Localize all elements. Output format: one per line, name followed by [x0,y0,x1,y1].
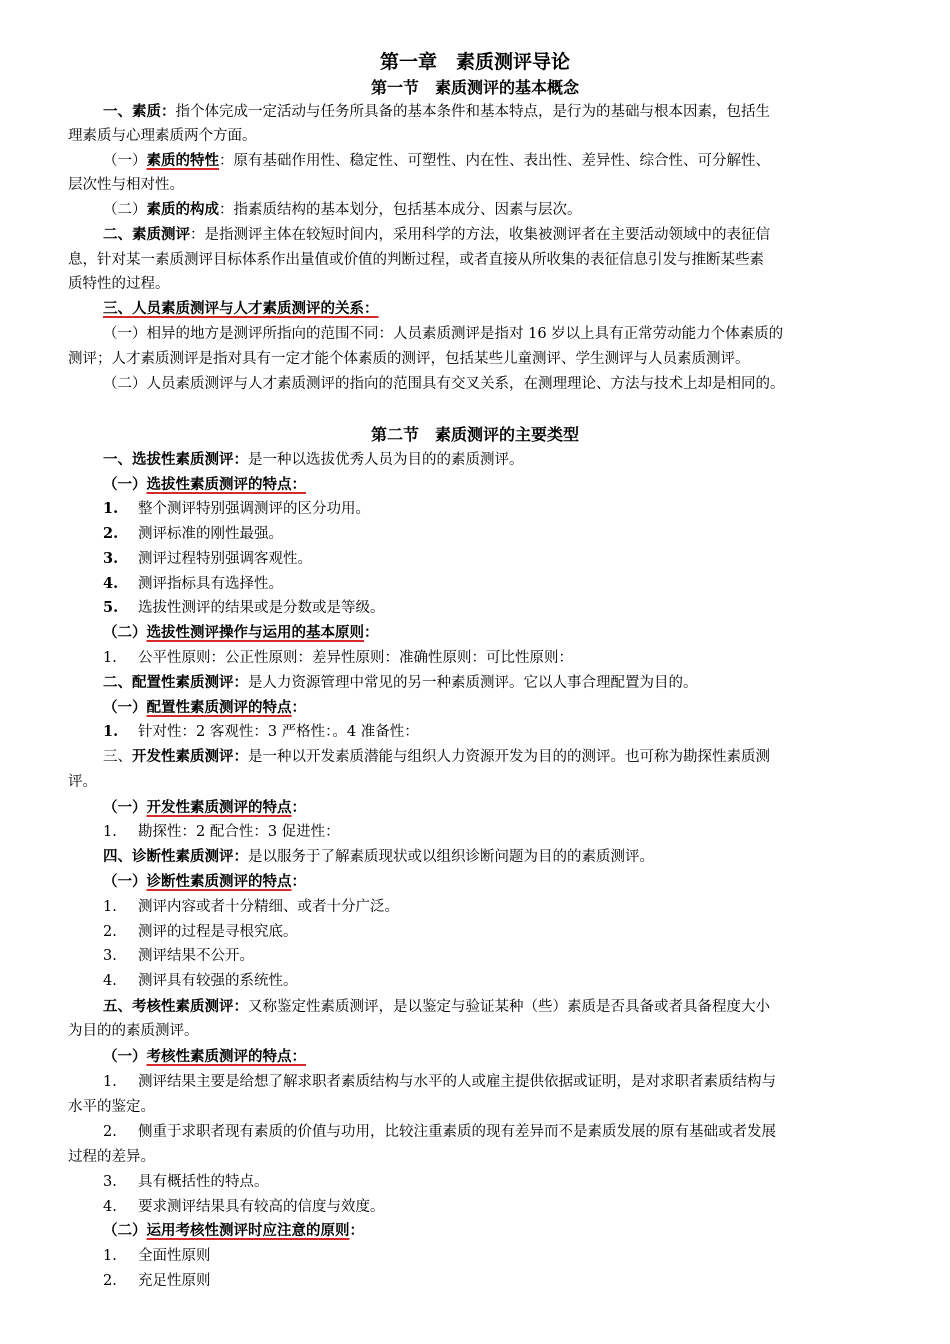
item-text: 具有概括性的特点。 [138,1174,269,1190]
paragraph-line [0,223,950,247]
list-prefix: （一） [103,699,147,716]
chapter-title: 第一章 素质测评导论 [379,51,570,73]
subheading-text: 考核性素质测评的特点： [146,1048,306,1065]
subheading-text: 三、人员素质测评与人才素质测评的关系： [103,300,379,317]
subheading-text: 选拔性素质测评的特点： [146,476,306,493]
paragraph-line [0,745,950,769]
term-label: 一、选拔性素质测评： [103,451,248,468]
item-number: 1. [103,1074,117,1090]
paragraph-line: 评。 [68,774,97,790]
paragraph-line [0,995,950,1019]
subheading-text: 开发性素质测评的特点 [146,799,292,816]
item-text: 整个测评特别强调测评的区分功用。 [138,501,370,517]
item-text: 测评具有较强的系统性。 [138,973,298,989]
list-item [0,547,950,571]
list-item [0,969,950,993]
term-label: 素质的特性 [146,152,219,169]
subheading-text: 选拔性测评操作与运用的基本原则 [146,624,364,641]
list-item [0,1070,950,1094]
paragraph-text: ：指素质结构的基本划分，包括基本成分、因素与层次。 [219,202,582,218]
list-item [0,572,950,596]
item-number: 1. [103,1248,117,1264]
paragraph-line [0,149,950,173]
paragraph-line [0,845,950,869]
item-text: 公平性原则：公正性原则：差异性原则：准确性原则：可比性原则： [138,650,573,666]
list-prefix: （一） [103,153,147,169]
list-item [0,1170,950,1194]
item-number: 2. [103,1273,117,1289]
subheading [0,1219,950,1243]
term-label: 二、素质测评 [103,226,190,243]
paragraph-line [0,198,950,222]
subheading [0,870,950,894]
item-number: 3. [103,948,117,964]
item-text: 勘探性：2 配合性：3 促进性： [138,824,340,840]
colon: ： [364,624,379,641]
item-number: 3. [103,1174,117,1190]
colon: ： [291,873,306,890]
item-continuation: 过程的差异。 [68,1149,155,1165]
list-item [0,1120,950,1144]
paragraph-line: 为目的的素质测评。 [68,1023,199,1039]
subheading [0,696,950,720]
item-text: 选拔性测评的结果或是分数或是等级。 [138,600,385,616]
item-text: 充足性原则 [138,1273,211,1289]
paragraph-line [0,448,950,472]
colon: ： [291,799,306,816]
item-text: 测评指标具有选择性。 [138,576,283,592]
term-label: 开发性素质测评： [132,748,248,765]
item-number: 3. [103,550,119,567]
item-number: 1. [103,899,117,915]
list-prefix: 三、 [103,749,132,765]
list-item [0,596,950,620]
list-prefix: （二） [103,202,147,218]
item-number: 2. [103,924,117,940]
colon: ： [349,1222,364,1239]
list-item [0,497,950,521]
paragraph-line: 质特性的过程。 [68,276,170,292]
paragraph-text: 指个体完成一定活动与任务所具备的基本条件和基本特点，是行为的基础与根本因素，包括生 [175,104,770,120]
term-label: 五、考核性素质测评： [103,998,248,1015]
paragraph-text: 是一种以选拔优秀人员为目的的素质测评。 [248,452,524,468]
subheading [0,621,950,645]
list-prefix: （一） [103,873,147,890]
item-text: 测评过程特别强调客观性。 [138,551,312,567]
paragraph-line: （二）人员素质测评与人才素质测评的指向的范围具有交叉关系，在测理理论、方法与技术上却是相同的。 [103,376,785,392]
item-number: 2. [103,525,119,542]
item-number: 1. [103,723,119,740]
item-number: 5. [103,599,119,616]
paragraph-line: 测评；人才素质测评是指对具有一定才能个体素质的测评，包括某些儿童测评、学生测评与人员素质测评。 [68,351,750,367]
list-prefix: （一） [103,799,147,816]
list-item [0,1244,950,1268]
paragraph-line: （一）相异的地方是测评所指向的范围不同：人员素质测评是指对 16 岁以上具有正常劳动能力个体素质的 [103,326,784,342]
colon: ： [291,699,306,716]
item-text: 侧重于求职者现有素质的价值与功用，比较注重素质的现有差异而不是素质发展的原有基础或者发展 [138,1124,776,1140]
item-text: 测评结果主要是给想了解求职者素质结构与水平的人或雇主提供依据或证明，是对求职者素质结构与 [138,1074,776,1090]
paragraph-line [0,100,950,124]
term-label: 一、素质： [103,103,176,120]
subheading [0,796,950,820]
list-item [0,1195,950,1219]
term-label: 二、配置性素质测评： [103,674,248,691]
item-text: 测评标准的刚性最强。 [138,526,283,542]
subheading-text: 配置性素质测评的特点 [146,699,292,716]
subheading [0,1045,950,1069]
list-item [0,895,950,919]
paragraph-line: 理素质与心理素质两个方面。 [68,128,257,144]
list-item [0,720,950,744]
paragraph-text: 是人力资源管理中常见的另一种素质测评。它以人事合理配置为目的。 [248,675,698,691]
list-item [0,1269,950,1293]
paragraph-text: 是一种以开发素质潜能与组织人力资源开发为目的的测评。也可称为勘探性素质测 [248,749,770,765]
term-label: 素质的构成 [146,201,219,218]
subheading-text: 运用考核性测评时应注意的原则 [146,1222,350,1239]
item-text: 测评的过程是寻根究底。 [138,924,298,940]
paragraph-line: 层次性与相对性。 [68,177,184,193]
list-item [0,944,950,968]
paragraph-line: 息，针对某一素质测评目标体系作出量值或价值的判断过程，或者直接从所收集的表征信息引发与推断某些素 [68,252,764,268]
paragraph-line [0,671,950,695]
list-item [0,820,950,844]
item-text: 测评内容或者十分精细、或者十分广泛。 [138,899,399,915]
item-number: 4. [103,1199,117,1215]
term-label: 四、诊断性素质测评： [103,848,248,865]
item-text: 全面性原则 [138,1248,211,1264]
item-number: 4. [103,575,119,592]
list-prefix: （一） [103,476,147,493]
paragraph-text: 是以服务于了解素质现状或以组织诊断问题为目的的素质测评。 [248,849,654,865]
item-number: 1. [103,500,119,517]
list-prefix: （一） [103,1048,147,1065]
list-item [0,920,950,944]
section-2-title: 第二节 素质测评的主要类型 [370,425,579,444]
list-item [0,646,950,670]
subheading [0,297,950,321]
paragraph-text: ：是指测评主体在较短时间内，采用科学的方法，收集被测评者在主要活动领域中的表征信 [190,227,770,243]
subheading-text: 诊断性素质测评的特点 [146,873,292,890]
paragraph-text: ：原有基础作用性、稳定性、可塑性、内在性、表出性、差异性、综合性、可分解性、 [219,153,770,169]
item-number: 4. [103,973,117,989]
item-text: 要求测评结果具有较高的信度与效度。 [138,1199,385,1215]
list-prefix: （二） [103,1222,147,1239]
item-number: 2. [103,1124,117,1140]
list-prefix: （二） [103,624,147,641]
item-text: 测评结果不公开。 [138,948,254,964]
item-number: 1. [103,824,117,840]
subheading [0,473,950,497]
section-1-title: 第一节 素质测评的基本概念 [370,78,579,97]
paragraph-text: 又称鉴定性素质测评，是以鉴定与验证某种（些）素质是否具备或者具备程度大小 [248,999,770,1015]
item-number: 1. [103,650,117,666]
item-continuation: 水平的鉴定。 [68,1099,155,1115]
item-text: 针对性：2 客观性：3 严格性：。4 准备性： [138,724,419,740]
list-item [0,522,950,546]
